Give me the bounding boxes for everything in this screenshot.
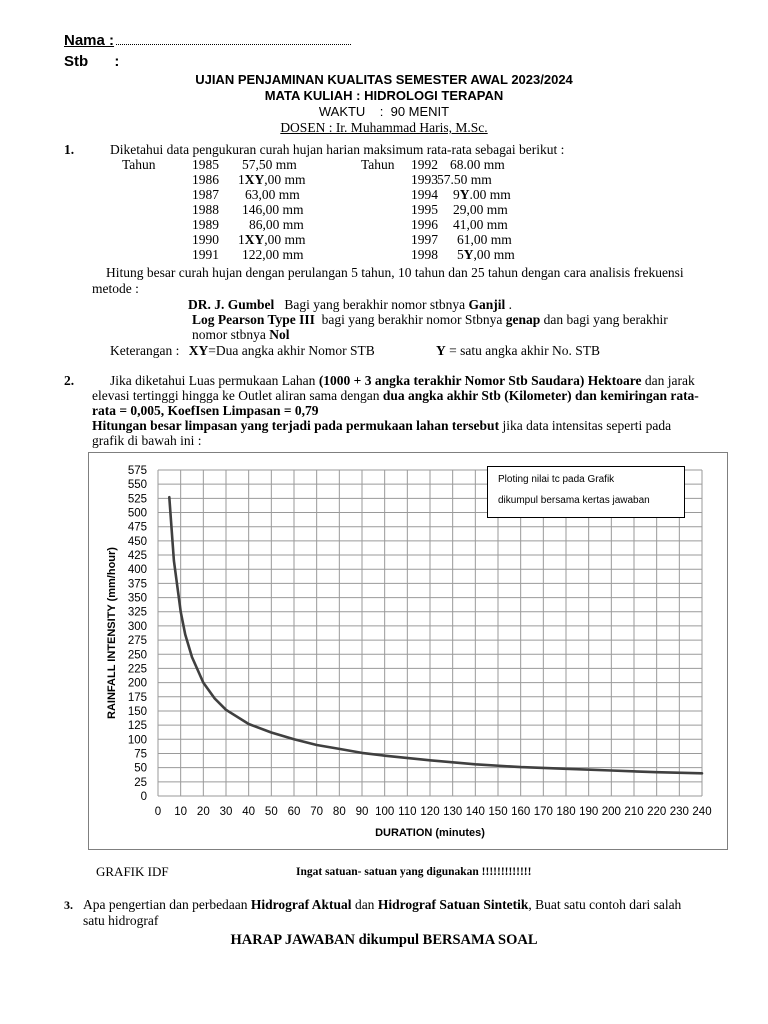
- gumbel-text: Bagi yang berakhir nomor stbnya: [284, 297, 466, 312]
- q1-left-value: [238, 232, 306, 248]
- q3-line2: satu hidrograf: [83, 913, 159, 928]
- lp3-zero: Nol: [269, 327, 290, 342]
- q2-l2a: elevasi tertinggi hingga ke Outlet aliran sama dengan: [92, 388, 380, 403]
- value-text: 68.00 mm: [450, 157, 505, 172]
- x-tick-label: 80: [332, 806, 346, 818]
- q1-right-year: 1995: [411, 202, 438, 217]
- q1-left-value: [238, 172, 306, 188]
- q2-l1b: (1000 + 3 angka terakhir Nomor Stb Saudara) Hektoare: [318, 373, 642, 388]
- q1-left-year: 1991: [192, 247, 219, 262]
- value-text: 57.50 mm: [437, 172, 492, 187]
- y-tick-label: 225: [127, 663, 147, 676]
- ket-y: Y: [436, 343, 446, 358]
- y-tick-label: 75: [134, 748, 147, 761]
- x-tick-label: 100: [375, 806, 395, 818]
- ket-y-text: = satu angka akhir No. STB: [449, 343, 600, 358]
- x-tick-label: 160: [511, 806, 531, 818]
- value-placeholder: XY: [244, 232, 265, 247]
- course-title: MATA KULIAH : HIDROLOGI TERAPAN: [264, 88, 504, 103]
- y-tick-label: 450: [127, 535, 147, 548]
- q3-number: 3.: [64, 898, 73, 912]
- y-tick-label: 375: [127, 578, 147, 591]
- exam-time: WAKTU : 90 MENIT: [318, 104, 450, 119]
- x-tick-label: 120: [420, 806, 440, 818]
- q1-right-value: [453, 202, 508, 218]
- q2-line1: [110, 373, 695, 389]
- y-tick-label: 350: [127, 592, 147, 605]
- x-tick-label: 220: [647, 806, 667, 818]
- x-tick-label: 200: [601, 806, 621, 818]
- lecturer: DOSEN : Ir. Muhammad Haris, M.Sc.: [280, 120, 488, 135]
- lp3-text2: dan bagi yang berakhir: [543, 312, 668, 327]
- lp3-even: genap: [505, 312, 541, 327]
- q2-line4: [92, 418, 671, 434]
- y-tick-label: 325: [127, 606, 147, 619]
- q1-left-year: 1990: [192, 232, 219, 247]
- y-tick-label: 125: [127, 720, 147, 733]
- q1-right-year: 1997: [411, 232, 438, 247]
- q2-l4a: Hitungan besar limpasan yang terjadi pada permukaan lahan tersebut: [92, 418, 500, 433]
- x-tick-label: 170: [533, 806, 553, 818]
- q2-l2b: dua angka akhir Stb (Kilometer) dan kemiringan rata-: [382, 388, 699, 403]
- ket-xy: XY: [188, 343, 209, 358]
- stb-label: Stb: [64, 53, 89, 70]
- annotation-line1: Ploting nilai tc pada Grafik: [498, 474, 615, 485]
- lp3-text: bagi yang berakhir nomor Stbnya: [321, 312, 503, 327]
- y-tick-label: 250: [127, 649, 147, 662]
- y-tick-label: 200: [127, 677, 147, 690]
- idf-curve: [169, 497, 702, 773]
- q2-number: 2.: [64, 373, 75, 388]
- gumbel-odd: Ganjil: [468, 297, 506, 312]
- lp3-method: Log Pearson Type III: [192, 312, 315, 327]
- value-text: 1: [238, 172, 245, 187]
- x-tick-label: 130: [443, 806, 463, 818]
- lp3-line2-text: nomor stbnya: [192, 327, 266, 342]
- q1-right-year: 1998: [411, 247, 438, 262]
- q1-lp3: [192, 312, 668, 328]
- x-tick-label: 210: [624, 806, 644, 818]
- q3-c: dan: [354, 897, 375, 912]
- x-tick-label: 40: [242, 806, 256, 818]
- x-tick-label: 240: [692, 806, 712, 818]
- q2-line5: grafik di bawah ini :: [92, 433, 202, 448]
- q1-left-value: [245, 187, 300, 203]
- name-dotted-line: [116, 32, 351, 45]
- x-tick-label: 20: [196, 806, 210, 818]
- grafik-label: GRAFIK IDF: [96, 864, 169, 879]
- q1-gumbel: [188, 297, 512, 313]
- q3-e: , Buat satu contoh dari salah: [528, 897, 682, 912]
- value-text: 41,00 mm: [453, 217, 508, 232]
- unit-warning: Ingat satuan- satuan yang digunakan !!!!!!!!!!!!!: [296, 866, 532, 878]
- y-tick-label: 575: [127, 465, 147, 477]
- y-tick-label: 25: [134, 776, 147, 789]
- y-tick-label: 275: [127, 635, 147, 648]
- q3-a: Apa pengertian dan perbedaan: [83, 897, 248, 912]
- value-text: 61,00 mm: [457, 232, 512, 247]
- q1-right-year: 1992: [411, 157, 438, 172]
- y-tick-label: 400: [127, 564, 147, 577]
- q2-l4b: jika data intensitas seperti pada: [502, 418, 672, 433]
- q1-right-value: [453, 187, 511, 203]
- value-text: 57,50 mm: [242, 157, 297, 172]
- ket-xy-text: =Dua angka akhir Nomor STB: [208, 343, 375, 358]
- gumbel-method: DR. J. Gumbel: [188, 297, 275, 312]
- q1-left-value: [242, 157, 297, 173]
- q1-right-year: 1994: [411, 187, 438, 202]
- x-tick-label: 50: [264, 806, 278, 818]
- x-tick-label: 0: [154, 806, 162, 818]
- x-tick-label: 150: [488, 806, 508, 818]
- name-label: Nama :: [64, 32, 115, 49]
- q1-tahun-label-right: Tahun: [361, 157, 395, 172]
- q1-left-year: 1986: [192, 172, 219, 187]
- value-unit: ,00 mm: [473, 247, 515, 262]
- stb-colon: :: [114, 53, 120, 70]
- q1-intro: Diketahui data pengukuran curah hujan harian maksimum rata-rata sebagai berikut :: [110, 142, 565, 157]
- q1-keterangan: [110, 343, 375, 359]
- annotation-line2: dikumpul bersama kertas jawaban: [498, 495, 650, 506]
- y-tick-label: 150: [127, 705, 147, 718]
- q1-left-year: 1985: [192, 157, 219, 172]
- q1-right-year: 1996: [411, 217, 438, 232]
- x-tick-label: 230: [669, 806, 689, 818]
- value-placeholder: Y: [463, 247, 474, 262]
- q1-right-year: 1993: [411, 172, 438, 187]
- q1-left-year: 1989: [192, 217, 219, 232]
- stb-field: [64, 53, 119, 70]
- q3-d: Hidrograf Satuan Sintetik: [377, 897, 529, 912]
- footer-note: HARAP JAWABAN dikumpul BERSAMA SOAL: [230, 932, 538, 948]
- x-tick-label: 190: [579, 806, 599, 818]
- value-text: 63,00 mm: [245, 187, 300, 202]
- y-tick-label: 550: [127, 479, 147, 492]
- q1-tahun-label-left: Tahun: [122, 157, 156, 172]
- value-text: 146,00 mm: [242, 202, 304, 217]
- q3-line1: [83, 897, 681, 913]
- y-tick-label: 500: [127, 507, 147, 520]
- q2-line3: rata = 0,005, KoefIsen Limpasan = 0,79: [92, 403, 319, 418]
- q1-right-value: [457, 247, 515, 263]
- ket-label: Keterangan :: [110, 343, 180, 358]
- x-tick-label: 70: [310, 806, 324, 818]
- x-tick-label: 90: [355, 806, 369, 818]
- y-tick-label: 300: [127, 620, 147, 633]
- q2-l1a: Jika diketahui Luas permukaan Lahan: [110, 373, 316, 388]
- y-tick-label: 475: [127, 521, 147, 534]
- name-field: [64, 32, 351, 49]
- value-placeholder: Y: [459, 187, 470, 202]
- y-tick-label: 50: [134, 762, 147, 775]
- q1-left-value: [242, 202, 304, 218]
- value-text: 1: [238, 232, 245, 247]
- q1-left-year: 1987: [192, 187, 219, 202]
- y-tick-label: 100: [127, 734, 147, 747]
- q1-left-value: [242, 247, 304, 263]
- q1-right-value: [437, 172, 492, 188]
- value-unit: ,00 mm: [264, 232, 306, 247]
- y-tick-label: 425: [127, 550, 147, 563]
- x-tick-label: 180: [556, 806, 576, 818]
- q2-line2: [92, 388, 699, 404]
- annotation-box: [487, 466, 685, 518]
- x-tick-label: 110: [398, 806, 417, 818]
- q1-task-line2: metode :: [92, 281, 139, 296]
- value-unit: ,00 mm: [264, 172, 306, 187]
- exam-title: UJIAN PENJAMINAN KUALITAS SEMESTER AWAL 2023/2024: [195, 72, 573, 87]
- q1-lp3-line2: [192, 327, 290, 343]
- gumbel-end: .: [508, 297, 512, 312]
- q1-right-value: [450, 157, 505, 173]
- q1-right-value: [453, 217, 508, 233]
- y-tick-label: 175: [127, 691, 147, 704]
- x-tick-label: 10: [174, 806, 188, 818]
- q2-l1c: dan jarak: [644, 373, 695, 388]
- q1-task-line1: Hitung besar curah hujan dengan perulangan 5 tahun, 10 tahun dan 25 tahun dengan cara analisis frekuensi: [106, 265, 684, 280]
- value-text: 29,00 mm: [453, 202, 508, 217]
- q1-left-year: 1988: [192, 202, 219, 217]
- x-tick-label: 60: [287, 806, 301, 818]
- x-tick-label: 30: [219, 806, 233, 818]
- y-tick-label: 525: [127, 493, 147, 506]
- y-tick-label: 0: [140, 791, 147, 803]
- value-text: 5: [457, 247, 464, 262]
- x-tick-label: 140: [465, 806, 485, 818]
- value-placeholder: XY: [244, 172, 265, 187]
- value-text: 86,00 mm: [249, 217, 304, 232]
- q3-b: Hidrograf Aktual: [250, 897, 352, 912]
- value-text: 9: [453, 187, 460, 202]
- value-text: 122,00 mm: [242, 247, 304, 262]
- q1-left-value: [249, 217, 304, 233]
- q1-keterangan-y: [436, 343, 600, 359]
- q1-number: 1.: [64, 142, 75, 157]
- x-axis-label: DURATION (minutes): [375, 827, 485, 839]
- y-axis-label: RAINFALL INTENSITY (mm/hour): [106, 547, 118, 719]
- q1-right-value: [457, 232, 512, 248]
- value-unit: .00 mm: [469, 187, 511, 202]
